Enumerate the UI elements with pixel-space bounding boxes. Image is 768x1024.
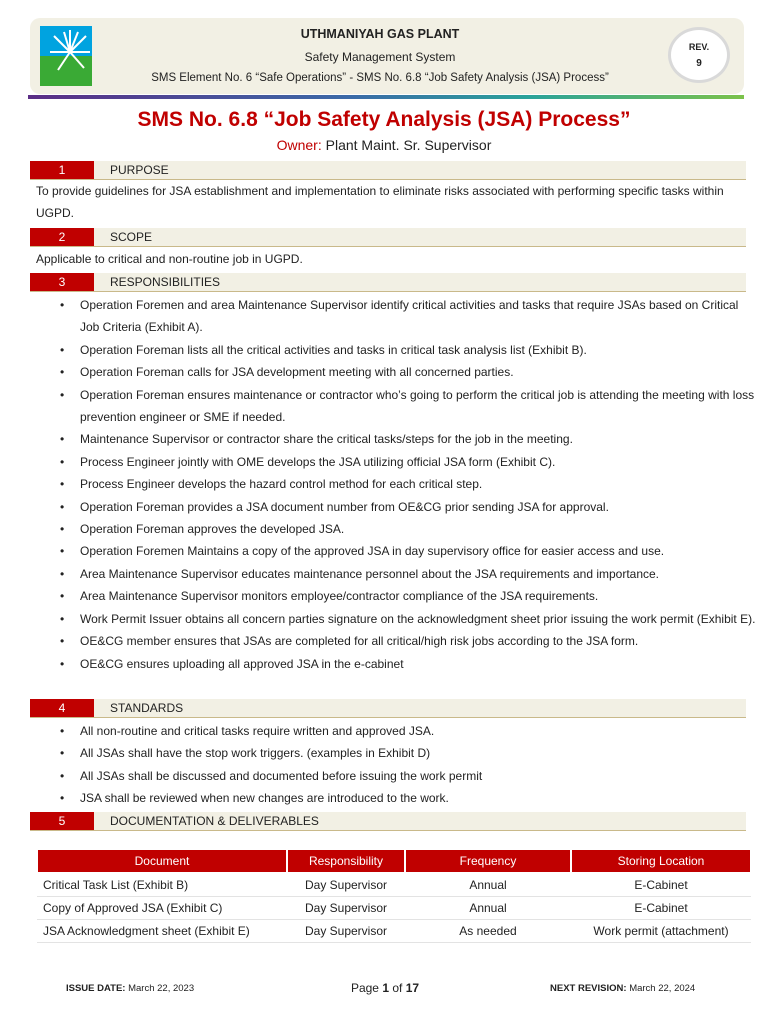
- list-item: • Maintenance Supervisor or contractor share the critical tasks/steps for the job in the meeting.: [80, 428, 760, 450]
- list-item: • Operation Foreman provides a JSA document number from OE&CG prior sending JSA for approval.: [80, 496, 760, 518]
- column-header: Document: [37, 849, 287, 873]
- table-row: [37, 873, 751, 897]
- section-number: 4: [30, 699, 94, 717]
- list-item: • Area Maintenance Supervisor educates maintenance personnel about the JSA requirements and importance.: [80, 563, 760, 585]
- section-number: 2: [30, 228, 94, 246]
- table-cell: Work permit (attachment): [571, 920, 751, 943]
- list-item: • Operation Foreman ensures maintenance or contractor who’s going to perform the critical job is attending the meeting with loss prevention engineer or SME if needed.: [80, 384, 760, 429]
- table-cell: Annual: [405, 897, 571, 920]
- list-item: • OE&CG member ensures that JSAs are completed for all critical/high risk jobs according to the JSA form.: [80, 630, 760, 652]
- table-row: [37, 897, 751, 920]
- responsibilities-list: [80, 294, 760, 675]
- table-cell: JSA Acknowledgment sheet (Exhibit E): [37, 920, 287, 943]
- list-item: • OE&CG ensures uploading all approved JSA in the e-cabinet: [80, 653, 760, 675]
- section-title: SCOPE: [110, 230, 153, 244]
- section-header-scope: [30, 228, 746, 247]
- table-header-row: [37, 849, 751, 873]
- revision-badge: [668, 27, 730, 83]
- table-row: [37, 920, 751, 943]
- table-cell: Annual: [405, 873, 571, 897]
- table-cell: Critical Task List (Exhibit B): [37, 873, 287, 897]
- list-item: • Work Permit Issuer obtains all concern parties signature on the acknowledgment sheet prior issuing the work permit (Exhibit E).: [80, 608, 760, 630]
- owner-value: Plant Maint. Sr. Supervisor: [325, 137, 492, 153]
- section-header-responsibilities: [30, 273, 746, 292]
- sms-element-line: SMS Element No. 6 “Safe Operations” - SMS No. 6.8 “Job Safety Analysis (JSA) Process”: [151, 72, 609, 84]
- standards-list: [80, 720, 760, 810]
- owner-line: [0, 137, 768, 153]
- column-header: Frequency: [405, 849, 571, 873]
- table-cell: Day Supervisor: [287, 897, 405, 920]
- list-item: • Operation Foremen Maintains a copy of the approved JSA in day supervisory office for easier access and use.: [80, 540, 760, 562]
- table-cell: E-Cabinet: [571, 873, 751, 897]
- revision-number: 9: [696, 58, 702, 69]
- owner-label: Owner:: [276, 137, 322, 153]
- revision-label: REV.: [688, 42, 710, 52]
- list-item: • Operation Foreman approves the developed JSA.: [80, 518, 760, 540]
- page-total: 17: [405, 981, 420, 995]
- list-item: • Operation Foremen and area Maintenance Supervisor identify critical activities and tasks that require JSAs based on Critical Job Criteria (Exhibit A).: [80, 294, 760, 339]
- list-item: • All JSAs shall be discussed and documented before issuing the work permit: [80, 765, 760, 787]
- issue-date-value: March 22, 2023: [128, 983, 195, 994]
- table-cell: As needed: [405, 920, 571, 943]
- header-divider: [28, 95, 744, 99]
- table-cell: Day Supervisor: [287, 920, 405, 943]
- section-title: STANDARDS: [110, 701, 184, 715]
- issue-date-label: ISSUE DATE:: [66, 983, 126, 994]
- list-item: • All non-routine and critical tasks require written and approved JSA.: [80, 720, 760, 742]
- page-title: SMS No. 6.8 “Job Safety Analysis (JSA) Process”: [137, 108, 631, 131]
- column-header: Storing Location: [571, 849, 751, 873]
- list-item: • Operation Foreman calls for JSA development meeting with all concerned parties.: [80, 361, 760, 383]
- section-number: 1: [30, 161, 94, 179]
- plant-name: UTHMANIYAH GAS PLANT: [300, 27, 460, 41]
- column-header: Responsibility: [287, 849, 405, 873]
- section-title: DOCUMENTATION & DELIVERABLES: [110, 814, 319, 828]
- aramco-star-logo-icon: [40, 26, 92, 86]
- list-item: • JSA shall be reviewed when new changes are introduced to the work.: [80, 787, 760, 809]
- table-cell: E-Cabinet: [571, 897, 751, 920]
- list-item: • Area Maintenance Supervisor monitors employee/contractor compliance of the JSA requirements.: [80, 585, 760, 607]
- page-word: Page: [350, 981, 379, 995]
- table-cell: Copy of Approved JSA (Exhibit C): [37, 897, 287, 920]
- page-number: [340, 981, 430, 995]
- deliverables-table: [36, 848, 752, 943]
- next-revision: [550, 983, 695, 994]
- system-name: Safety Management System: [304, 50, 456, 64]
- next-revision-value: March 22, 2024: [629, 983, 696, 994]
- purpose-text: To provide guidelines for JSA establishment and implementation to eliminate risks associated with performing specific tasks within UGPD.: [36, 184, 724, 220]
- page-current: 1: [382, 981, 389, 995]
- list-item: • Operation Foreman lists all the critical activities and tasks in critical task analysis list (Exhibit B).: [80, 339, 760, 361]
- section-number: 3: [30, 273, 94, 291]
- table-cell: Day Supervisor: [287, 873, 405, 897]
- list-item: • Process Engineer develops the hazard control method for each critical step.: [80, 473, 760, 495]
- section-header-purpose: [30, 161, 746, 180]
- list-item: • Process Engineer jointly with OME develops the JSA utilizing official JSA form (Exhibit C).: [80, 451, 760, 473]
- section-header-standards: [30, 699, 746, 718]
- section-number: 5: [30, 812, 94, 830]
- section-title: RESPONSIBILITIES: [110, 275, 221, 289]
- issue-date: [66, 983, 194, 994]
- list-item: • All JSAs shall have the stop work triggers. (examples in Exhibit D): [80, 742, 760, 764]
- section-header-documentation: [30, 812, 746, 831]
- page-of: of: [392, 981, 403, 995]
- scope-text: Applicable to critical and non-routine job in UGPD.: [36, 252, 303, 266]
- next-revision-label: NEXT REVISION:: [550, 983, 627, 994]
- section-title: PURPOSE: [110, 163, 169, 177]
